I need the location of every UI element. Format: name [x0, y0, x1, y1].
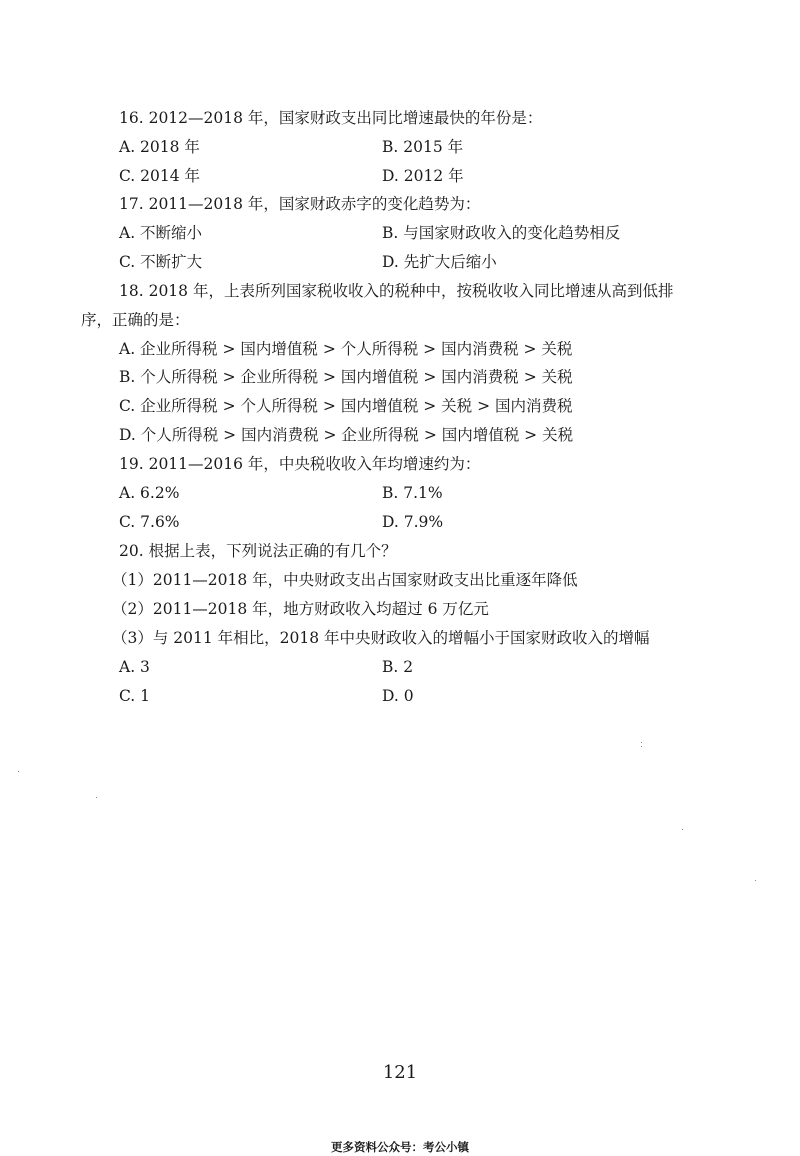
q20-stem: 20. 根据上表，下列说法正确的有几个？ — [119, 542, 397, 560]
q17-option-a: A. 不断缩小 — [119, 224, 203, 242]
q18-option-d: D. 个人所得税 > 国内消费税 > 企业所得税 > 国内增值税 > 关税 — [119, 426, 574, 444]
scan-speck — [641, 746, 642, 747]
q20-option-a: A. 3 — [119, 658, 150, 676]
q20-statement-2: （2）2011—2018 年，地方财政收入均超过 6 万亿元 — [112, 600, 489, 618]
scan-speck — [641, 742, 642, 743]
scan-speck — [755, 880, 756, 881]
q19-option-c: C. 7.6% — [119, 513, 180, 531]
q20-option-c: C. 1 — [119, 687, 151, 705]
footer-note: 更多资料公众号：考公小镇 — [331, 1140, 469, 1154]
q20-option-d: D. 0 — [382, 687, 414, 705]
q19-option-b: B. 7.1% — [382, 484, 443, 502]
q18-stem-line1: 18. 2018 年，上表所列国家税收收入的税种中，按税收收入同比增速从高到低排 — [119, 282, 674, 300]
q16-stem: 16. 2012—2018 年，国家财政支出同比增速最快的年份是： — [119, 109, 543, 127]
q16-option-b: B. 2015 年 — [382, 138, 464, 156]
q17-stem: 17. 2011—2018 年，国家财政赤字的变化趋势为： — [119, 195, 481, 213]
q20-statement-3: （3）与 2011 年相比，2018 年中央财政收入的增幅小于国家财政收入的增幅 — [112, 629, 650, 647]
page-number: 121 — [382, 1062, 418, 1083]
q18-option-a: A. 企业所得税 > 国内增值税 > 个人所得税 > 国内消费税 > 关税 — [119, 340, 573, 358]
q20-option-b: B. 2 — [382, 658, 414, 676]
q20-statement-1: （1）2011—2018 年，中央财政支出占国家财政支出比重逐年降低 — [112, 571, 578, 589]
q19-option-d: D. 7.9% — [382, 513, 444, 531]
q18-option-c: C. 企业所得税 > 个人所得税 > 国内增值税 > 关税 > 国内消费税 — [119, 397, 573, 415]
q17-option-b: B. 与国家财政收入的变化趋势相反 — [382, 224, 621, 242]
q17-option-d: D. 先扩大后缩小 — [382, 253, 497, 271]
scan-speck — [682, 829, 683, 830]
q18-stem-line2: 序，正确的是： — [81, 311, 190, 329]
q18-option-b: B. 个人所得税 > 企业所得税 > 国内增值税 > 国内消费税 > 关税 — [119, 368, 573, 386]
q17-option-c: C. 不断扩大 — [119, 253, 203, 271]
q16-option-c: C. 2014 年 — [119, 167, 201, 185]
q19-stem: 19. 2011—2016 年，中央税收收入年均增速约为： — [119, 455, 481, 473]
q16-option-a: A. 2018 年 — [119, 138, 200, 156]
scan-speck — [18, 771, 19, 772]
q16-option-d: D. 2012 年 — [382, 167, 464, 185]
q19-option-a: A. 6.2% — [119, 484, 180, 502]
scan-speck — [96, 797, 97, 798]
